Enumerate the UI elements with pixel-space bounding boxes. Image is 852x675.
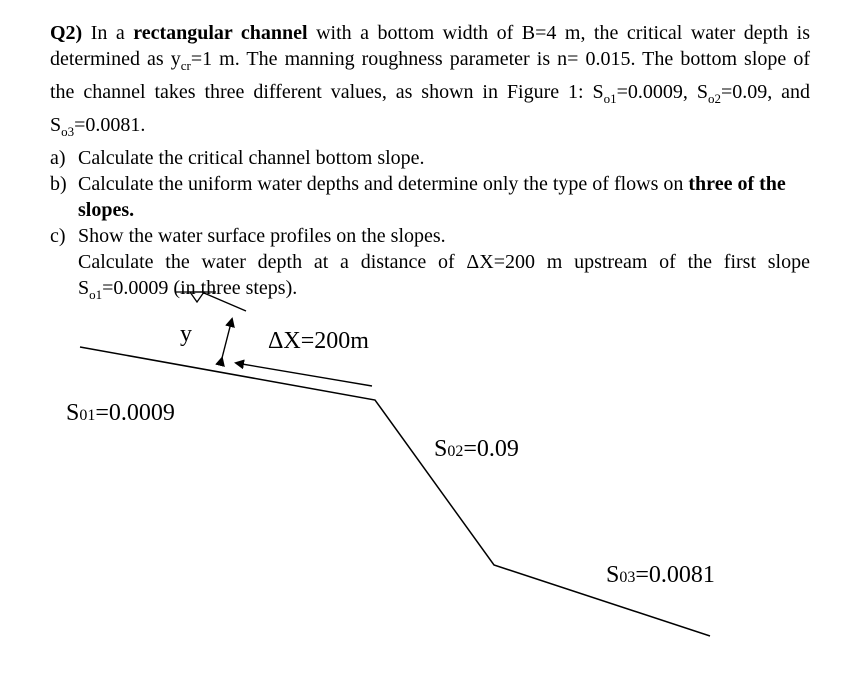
intro-text-5: =0.09, and S [50, 81, 811, 136]
intro-text-1: In a [82, 22, 134, 44]
slope-1-symbol: S [66, 400, 80, 426]
distance-arrow [236, 363, 372, 386]
slope-3-symbol: S [606, 562, 620, 588]
intro-text-4: =0.0009, S [616, 81, 708, 103]
part-c-cont-text-1: Calculate the water depth at a distance of ΔX=200 m upstream of the first slope S [78, 251, 810, 299]
intro-text-3: =1 m. The manning roughness parameter is n= 0.015. The bottom slope of the channel takes three different values, as shown in Figure 1: S [50, 48, 810, 103]
slope-1-label [66, 400, 175, 426]
slope-3-value: =0.0081 [635, 562, 715, 588]
s1-subscript: o1 [603, 91, 617, 106]
slope-2-label [434, 436, 519, 462]
slope-3-subscript: 03 [619, 569, 636, 586]
slope-3-label [606, 562, 715, 588]
slope-2-subscript: 02 [447, 443, 464, 460]
part-b-text: Calculate the uniform water depths and determine only the type of flows on [78, 173, 689, 195]
intro-text-2: with a bottom width of B=4 m, the critical water depth is determined as y [50, 22, 810, 70]
part-b-label: b) [50, 173, 67, 195]
depth-arrow [222, 319, 232, 358]
part-a-text: Calculate the critical channel bottom slope. [78, 147, 425, 169]
part-b-bold: three of the slopes. [78, 173, 786, 221]
ycr-subscript: cr [180, 58, 191, 73]
part-c-cont-text-2: =0.0009 (in three steps). [102, 277, 298, 299]
part-c-subscript: o1 [89, 287, 103, 302]
slope-1-subscript: 01 [79, 407, 96, 424]
part-a-label: a) [50, 147, 66, 169]
channel-bed-line [80, 347, 710, 636]
intro-bold: rectangular channel [133, 22, 308, 44]
s3-subscript: o3 [61, 124, 75, 139]
slope-2-symbol: S [434, 436, 448, 462]
s2-subscript: o2 [707, 91, 721, 106]
slope-2-value: =0.09 [463, 436, 519, 462]
intro-text-6: =0.0081. [74, 114, 146, 136]
part-c-label: c) [50, 225, 66, 247]
part-c-text: Show the water surface profiles on the slopes. [78, 225, 446, 247]
water-surface-symbol [176, 292, 246, 311]
depth-label: y [180, 321, 192, 347]
slope-1-value: =0.0009 [95, 400, 175, 426]
question-label: Q2) [50, 22, 83, 44]
distance-label: ΔX=200m [268, 328, 369, 354]
